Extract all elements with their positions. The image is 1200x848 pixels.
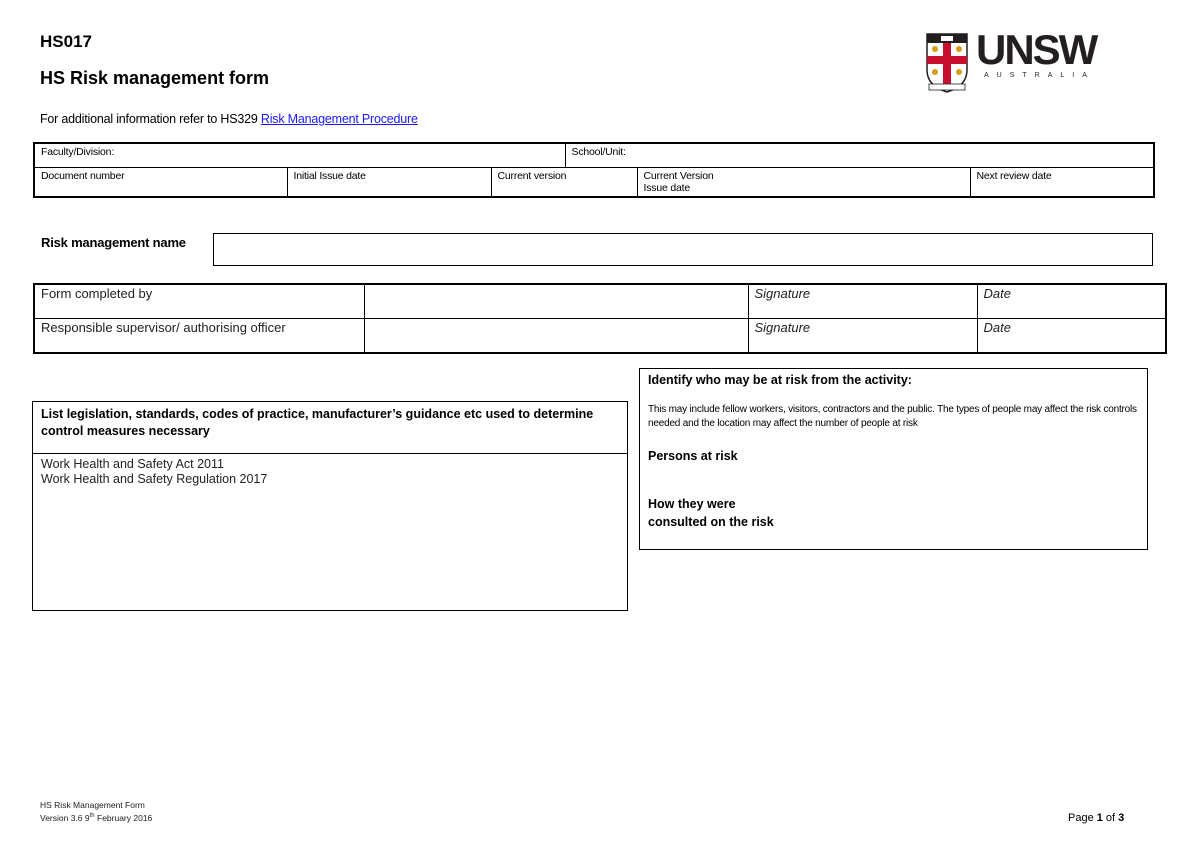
consultation-label: How they were consulted on the risk [648,497,774,529]
form-code: HS017 [40,32,92,51]
legislation-item: Work Health and Safety Regulation 2017 [41,472,268,486]
current-version-field[interactable]: Current version [491,167,637,197]
signoff-table [33,283,1167,354]
signoff-row-completed-by [34,284,1166,319]
form-completed-by-signature-field[interactable]: Signature [748,284,977,319]
legislation-list[interactable] [41,457,267,487]
at-risk-heading: Identify who may be at risk from the activity: [648,373,912,387]
next-review-date-field[interactable]: Next review date [970,167,1154,197]
document-number-field[interactable]: Document number [34,167,287,197]
intro-prefix: For additional information refer to HS329 [40,112,261,126]
form-completed-by-label: Form completed by [34,284,364,319]
intro-text [40,112,418,126]
legislation-heading: List legislation, standards, codes of practice, manufacturer’s guidance etc used to determine control measures necessary [33,402,627,454]
supervisor-name-field[interactable] [364,319,748,354]
persons-at-risk-label: Persons at risk [648,449,738,463]
supervisor-signature-field[interactable]: Signature [748,319,977,354]
legislation-box [32,401,628,611]
unsw-crest-logo [924,30,970,94]
school-unit-field[interactable]: School/Unit: [565,143,1154,167]
unsw-wordmark: UNSW [976,26,1097,73]
footer-form-name: HS Risk Management Form [40,800,145,810]
at-risk-description: This may include fellow workers, visitors, contractors and the public. The types of people may affect the risk controls needed and the location may affect the number of people at risk [648,404,1137,429]
page-number: Page 1 of 3 [1068,812,1125,824]
at-risk-box [639,368,1148,550]
form-completed-by-date-field[interactable]: Date [977,284,1166,319]
page-title: HS Risk management form [40,68,270,88]
faculty-division-field[interactable]: Faculty/Division: [34,143,565,167]
risk-procedure-link[interactable]: Risk Management Procedure [260,112,418,126]
current-version-issue-date-field[interactable]: Current Version Issue date [637,167,970,197]
supervisor-label: Responsible supervisor/ authorising officer [34,319,364,354]
form-completed-by-name-field[interactable] [364,284,748,319]
supervisor-date-field[interactable]: Date [977,319,1166,354]
legislation-item: Work Health and Safety Act 2011 [41,457,224,471]
footer-version: Version 3.6 9th February 2016 [40,813,153,823]
risk-management-name-label: Risk management name [41,235,186,250]
document-info-table [33,142,1155,198]
risk-management-name-input[interactable] [213,233,1153,266]
initial-issue-date-field[interactable]: Initial Issue date [287,167,491,197]
unsw-australia-text: AUSTRALIA [984,72,1095,79]
signoff-row-supervisor [34,319,1166,354]
